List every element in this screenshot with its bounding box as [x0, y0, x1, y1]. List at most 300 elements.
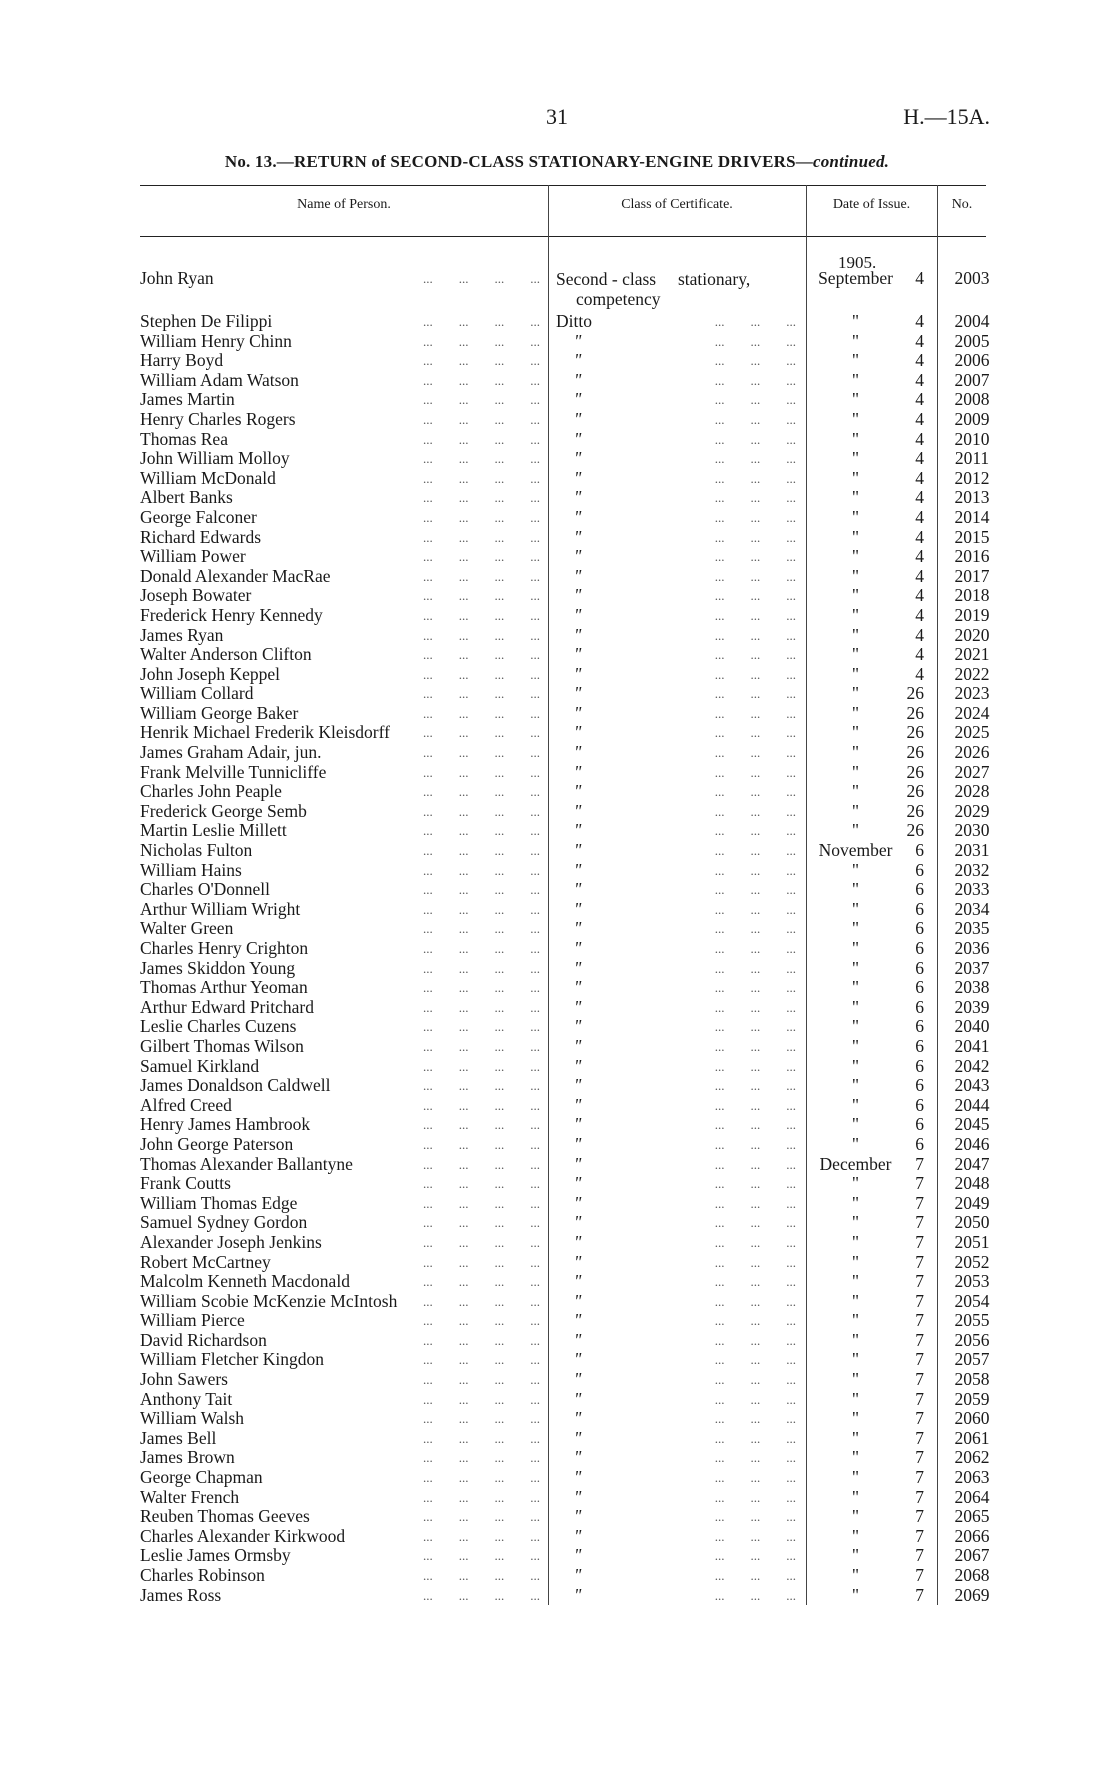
- leader-dots: ... ... ...: [714, 1450, 796, 1466]
- leader-dots: ... ... ...: [714, 509, 796, 525]
- table-row: [0, 332, 1114, 352]
- certificate-number: 2009: [954, 408, 990, 429]
- leader-dots: ... ... ...: [714, 941, 796, 956]
- issue-day: 7: [915, 1486, 924, 1507]
- leader-dots: ... ... ... ...: [423, 901, 540, 917]
- leader-dots: ... ... ...: [714, 803, 796, 819]
- person-name: James Ryan: [140, 626, 227, 645]
- leader-dots: ... ... ...: [714, 1097, 796, 1113]
- person-name: James Graham Adair, jun.: [140, 743, 326, 762]
- issue-day: 7: [915, 1173, 924, 1194]
- leader-dots: ... ... ...: [714, 1411, 796, 1427]
- person-name: Leslie Charles Cuzens: [140, 1017, 300, 1036]
- person-name: Frederick George Semb: [140, 802, 311, 821]
- person-name: Arthur Edward Pritchard: [140, 998, 318, 1017]
- certificate-class: ": [574, 1154, 582, 1174]
- issue-month: ": [851, 957, 860, 978]
- certificate-class: ": [574, 703, 582, 723]
- leader-dots: ... ... ... ...: [423, 1528, 540, 1544]
- leader-dots: ... ... ... ...: [423, 490, 540, 506]
- leader-dots: ... ... ...: [714, 843, 796, 859]
- person-name: Charles Robinson: [140, 1566, 269, 1585]
- leader-dots: ... ... ...: [714, 921, 796, 937]
- leader-dots: ... ... ...: [714, 705, 796, 721]
- issue-day: 6: [915, 1016, 924, 1037]
- person-name: Thomas Arthur Yeoman: [140, 978, 312, 997]
- certificate-class: ": [574, 997, 582, 1017]
- leader-dots: ... ... ...: [714, 1568, 796, 1583]
- table-row: [0, 1546, 1114, 1566]
- leader-dots: ... ... ... ...: [423, 411, 540, 427]
- certificate-number: 2050: [954, 1212, 990, 1233]
- issue-month: ": [851, 565, 860, 586]
- table-row: [0, 1331, 1114, 1351]
- person-name: William George Baker: [140, 704, 302, 723]
- issue-month: ": [851, 1329, 860, 1350]
- table-row: [0, 410, 1114, 430]
- certificate-number: 2057: [954, 1349, 990, 1370]
- certificate-number: 2019: [954, 604, 990, 625]
- issue-month: ": [851, 938, 860, 958]
- issue-day: 4: [915, 330, 924, 351]
- issue-day: 4: [915, 546, 924, 567]
- issue-month: ": [851, 722, 860, 743]
- leader-dots: ... ... ...: [714, 333, 796, 349]
- leader-dots: ... ... ... ...: [423, 862, 540, 878]
- issue-day: 7: [915, 1192, 924, 1213]
- person-name: George Chapman: [140, 1468, 267, 1487]
- issue-day: 4: [915, 644, 924, 665]
- table-row: [0, 528, 1114, 548]
- issue-month: ": [851, 1525, 860, 1546]
- table-row: [0, 1213, 1114, 1233]
- leader-dots: ... ... ...: [714, 1352, 796, 1368]
- certificate-class-cont: competency: [576, 289, 661, 309]
- certificate-class: ": [574, 860, 582, 880]
- leader-dots: ... ... ... ...: [423, 509, 540, 525]
- certificate-class: ": [574, 1213, 582, 1233]
- issue-month: ": [851, 1290, 860, 1311]
- certificate-class: Second - class stationary,: [556, 269, 751, 289]
- issue-day: 6: [915, 957, 924, 978]
- table-row: [0, 1135, 1114, 1155]
- table-row: [0, 469, 1114, 489]
- issue-day: 7: [915, 1525, 924, 1546]
- leader-dots: ... ... ...: [714, 882, 796, 898]
- table-row: [0, 567, 1114, 587]
- certificate-number: 2003: [954, 268, 990, 288]
- issue-month: ": [851, 1114, 860, 1135]
- person-name: William Fletcher Kingdon: [140, 1350, 328, 1369]
- leader-dots: ... ... ...: [714, 1117, 796, 1133]
- leader-dots: ... ... ... ...: [423, 1430, 540, 1446]
- person-name: Stephen De Filippi: [140, 312, 276, 331]
- certificate-class: ": [574, 1330, 582, 1350]
- certificate-class: ": [574, 645, 582, 665]
- certificate-class: ": [574, 1115, 582, 1135]
- certificate-class: ": [574, 841, 582, 861]
- certificate-number: 2053: [954, 1271, 990, 1292]
- leader-dots: ... ... ... ...: [423, 1117, 540, 1133]
- certificate-number: 2030: [954, 820, 990, 841]
- leader-dots: ... ... ...: [714, 1489, 796, 1505]
- certificate-number: 2006: [954, 350, 990, 371]
- table-header-rule: [140, 236, 986, 237]
- table-row: [0, 606, 1114, 626]
- table-row: [0, 1566, 1114, 1586]
- issue-day: 26: [906, 761, 924, 782]
- issue-day: 7: [915, 1427, 924, 1448]
- table-row: [0, 508, 1114, 528]
- certificate-number: 2021: [954, 644, 990, 665]
- certificate-class: ": [574, 1428, 582, 1448]
- issue-day: 7: [915, 1388, 924, 1409]
- table-row: [0, 1390, 1114, 1410]
- leader-dots: ... ... ... ...: [423, 1352, 540, 1368]
- person-name: Frank Coutts: [140, 1174, 235, 1193]
- issue-day: 6: [915, 898, 924, 919]
- table-row: [0, 488, 1114, 508]
- person-name: Anthony Tait: [140, 1390, 236, 1409]
- certificate-number: 2041: [954, 1035, 990, 1056]
- table-row: [0, 723, 1114, 743]
- issue-day: 4: [915, 408, 924, 429]
- issue-day: 6: [915, 1114, 924, 1135]
- issue-month: ": [851, 1212, 860, 1233]
- certificate-class: ": [574, 1526, 582, 1546]
- issue-month: ": [851, 1133, 860, 1154]
- leader-dots: ... ... ...: [714, 451, 796, 467]
- table-row: [0, 861, 1114, 881]
- leader-dots: ... ... ... ...: [423, 666, 540, 682]
- person-name: William Walsh: [140, 1409, 248, 1428]
- certificate-class: ": [574, 547, 582, 567]
- issue-month: ": [851, 644, 860, 665]
- certificate-number: 2012: [954, 467, 990, 488]
- issue-month: November: [818, 840, 893, 861]
- table-row: [0, 1429, 1114, 1449]
- table-row: [0, 1272, 1114, 1292]
- certificate-number: 2023: [954, 683, 990, 704]
- leader-dots: ... ... ... ...: [423, 1254, 540, 1270]
- person-name: Harry Boyd: [140, 351, 227, 370]
- leader-dots: ... ... ...: [714, 411, 796, 427]
- issue-day: 4: [915, 389, 924, 410]
- leader-dots: ... ... ...: [714, 1313, 796, 1329]
- leader-dots: ... ... ... ...: [423, 686, 540, 702]
- issue-day: 7: [915, 1369, 924, 1390]
- certificate-class: ": [574, 351, 582, 371]
- certificate-number: 2032: [954, 859, 990, 880]
- person-name: Samuel Sydney Gordon: [140, 1213, 311, 1232]
- leader-dots: ... ... ... ...: [423, 647, 540, 663]
- issue-day: 26: [906, 820, 924, 841]
- issue-day: 6: [915, 879, 924, 900]
- table-row: [0, 1155, 1114, 1175]
- certificate-number: 2042: [954, 1055, 990, 1076]
- page-reference: H.—15A.: [903, 104, 990, 129]
- certificate-class: ": [574, 566, 582, 586]
- certificate-number: 2056: [954, 1329, 990, 1350]
- certificate-number: 2014: [954, 506, 990, 527]
- issue-day: 7: [915, 1349, 924, 1370]
- issue-day: 4: [915, 585, 924, 606]
- certificate-number: 2004: [954, 311, 990, 331]
- certificate-class: ": [574, 1507, 582, 1527]
- person-name: William Pierce: [140, 1311, 249, 1330]
- person-name: William Scobie McKenzie McIntosh: [140, 1292, 401, 1311]
- leader-dots: ... ... ... ...: [423, 803, 540, 819]
- issue-day: 6: [915, 1094, 924, 1115]
- person-name: Martin Leslie Millett: [140, 821, 291, 840]
- person-name: Albert Banks: [140, 488, 237, 507]
- leader-dots: ... ... ... ...: [423, 431, 540, 447]
- table-row: [0, 1311, 1114, 1331]
- table-row: [0, 1586, 1114, 1606]
- table-row: [0, 900, 1114, 920]
- certificate-class: ": [574, 1448, 582, 1468]
- issue-day: 26: [906, 742, 924, 763]
- leader-dots: ... ... ... ...: [423, 568, 540, 584]
- certificate-number: 2029: [954, 800, 990, 821]
- person-name: Henry James Hambrook: [140, 1115, 314, 1134]
- issue-day: 7: [915, 1565, 924, 1585]
- leader-dots: ... ... ...: [714, 529, 796, 545]
- person-name: John Ryan: [140, 269, 218, 288]
- person-name: Alfred Creed: [140, 1096, 236, 1115]
- issue-month: ": [851, 1173, 860, 1194]
- leader-dots: ... ... ...: [714, 607, 796, 623]
- issue-day: 7: [915, 1271, 924, 1292]
- issue-day: 7: [915, 1153, 924, 1174]
- certificate-number: 2028: [954, 781, 990, 802]
- certificate-class: ": [574, 429, 582, 449]
- leader-dots: ... ... ... ...: [423, 1097, 540, 1113]
- issue-month: ": [851, 428, 860, 449]
- certificate-number: 2015: [954, 526, 990, 547]
- certificate-class: ": [574, 1095, 582, 1115]
- certificate-class: ": [574, 1174, 582, 1194]
- person-name: James Ross: [140, 1586, 225, 1605]
- table-row: [0, 743, 1114, 763]
- leader-dots: ... ... ...: [714, 1372, 796, 1388]
- leader-dots: ... ... ... ...: [423, 372, 540, 388]
- issue-day: 7: [915, 1467, 924, 1488]
- certificate-class: ": [574, 507, 582, 527]
- leader-dots: ... ... ... ...: [423, 1215, 540, 1231]
- certificate-class: ": [574, 488, 582, 508]
- leader-dots: ... ... ...: [714, 588, 796, 604]
- table-row: [0, 586, 1114, 606]
- certificate-number: 2025: [954, 722, 990, 743]
- table-row: [0, 978, 1114, 998]
- issue-day: 4: [915, 350, 924, 371]
- leader-dots: ... ... ...: [714, 745, 796, 761]
- certificate-class: ": [574, 1370, 582, 1390]
- issue-month: ": [851, 918, 860, 939]
- table-row: [0, 959, 1114, 979]
- leader-dots: ... ... ... ...: [423, 607, 540, 623]
- issue-month: ": [851, 408, 860, 429]
- certificate-number: 2052: [954, 1251, 990, 1272]
- leader-dots: ... ... ...: [714, 372, 796, 388]
- certificate-number: 2049: [954, 1192, 990, 1213]
- certificate-number: 2069: [954, 1584, 990, 1605]
- issue-day: 7: [915, 1231, 924, 1252]
- issue-day: 6: [915, 996, 924, 1017]
- issue-day: 26: [906, 800, 924, 821]
- issue-month: ": [851, 330, 860, 351]
- column-header-class: Class of Certificate.: [621, 197, 733, 212]
- leader-dots: ... ... ... ...: [423, 1548, 540, 1564]
- leader-dots: ... ... ...: [714, 666, 796, 682]
- leader-dots: ... ... ...: [714, 647, 796, 663]
- person-name: Charles O'Donnell: [140, 880, 274, 899]
- issue-day: 6: [915, 1075, 924, 1096]
- certificate-class: ": [574, 958, 582, 978]
- table-row: [0, 1527, 1114, 1547]
- leader-dots: ... ... ... ...: [423, 1176, 540, 1192]
- certificate-number: 2005: [954, 330, 990, 351]
- leader-dots: ... ... ... ...: [423, 1509, 540, 1525]
- table-row: [0, 1174, 1114, 1194]
- leader-dots: ... ... ... ...: [423, 451, 540, 467]
- leader-dots: ... ... ... ...: [423, 1293, 540, 1309]
- issue-day: 7: [915, 1310, 924, 1331]
- person-name: Walter French: [140, 1488, 243, 1507]
- issue-day: 7: [915, 1212, 924, 1233]
- person-name: Charles Henry Crighton: [140, 939, 312, 958]
- page-number: 31: [546, 104, 568, 129]
- issue-month: ": [851, 350, 860, 371]
- person-name: Thomas Alexander Ballantyne: [140, 1155, 357, 1174]
- leader-dots: ... ... ... ...: [423, 725, 540, 741]
- column-header-date: Date of Issue.: [832, 197, 911, 212]
- certificate-class: ": [574, 1017, 582, 1037]
- leader-dots: ... ... ... ...: [423, 470, 540, 486]
- table-row: [0, 782, 1114, 802]
- issue-month: ": [851, 898, 860, 919]
- certificate-number: 2035: [954, 918, 990, 939]
- certificate-number: 2036: [954, 938, 990, 958]
- issue-day: 7: [915, 1251, 924, 1272]
- leader-dots: ... ... ... ...: [423, 627, 540, 643]
- leader-dots: ... ... ...: [714, 1019, 796, 1035]
- table-row: [0, 1057, 1114, 1077]
- certificate-class: ": [574, 1311, 582, 1331]
- leader-dots: ... ... ...: [714, 1234, 796, 1250]
- issue-month: ": [851, 1427, 860, 1448]
- leader-dots: ... ... ... ...: [423, 764, 540, 780]
- issue-month: ": [851, 448, 860, 469]
- issue-month: ": [851, 1388, 860, 1409]
- leader-dots: ... ... ... ...: [423, 392, 540, 408]
- table-body: [0, 269, 1114, 1605]
- certificate-class: ": [574, 782, 582, 802]
- certificate-class: ": [574, 1056, 582, 1076]
- person-name: Alexander Joseph Jenkins: [140, 1233, 326, 1252]
- leader-dots: ... ... ... ...: [423, 705, 540, 721]
- leader-dots: ... ... ... ...: [423, 1274, 540, 1290]
- leader-dots: ... ... ...: [714, 725, 796, 741]
- table-row: [0, 1448, 1114, 1468]
- certificate-class: ": [574, 527, 582, 547]
- leader-dots: ... ... ... ...: [423, 1450, 540, 1466]
- certificate-class: ": [574, 821, 582, 841]
- person-name: George Falconer: [140, 508, 261, 527]
- leader-dots: ... ... ...: [714, 1254, 796, 1270]
- issue-month: ": [851, 506, 860, 527]
- certificate-class: ": [574, 1232, 582, 1252]
- leader-dots: ... ... ...: [714, 1215, 796, 1231]
- issue-month: ": [851, 604, 860, 625]
- issue-day: 6: [915, 859, 924, 880]
- leader-dots: ... ... ... ...: [423, 271, 540, 286]
- issue-day: 4: [915, 448, 924, 469]
- table-row: [0, 665, 1114, 685]
- table-row: [0, 645, 1114, 665]
- leader-dots: ... ... ... ...: [423, 999, 540, 1015]
- certificate-number: 2062: [954, 1447, 990, 1468]
- leader-dots: ... ... ...: [714, 1195, 796, 1211]
- certificate-number: 2031: [954, 840, 990, 861]
- leader-dots: ... ... ... ...: [423, 1156, 540, 1172]
- certificate-number: 2051: [954, 1231, 990, 1252]
- leader-dots: ... ... ...: [714, 1136, 796, 1152]
- certificate-number: 2068: [954, 1565, 990, 1585]
- table-row: [0, 1253, 1114, 1273]
- certificate-number: 2046: [954, 1133, 990, 1154]
- leader-dots: ... ... ... ...: [423, 1568, 540, 1583]
- certificate-number: 2017: [954, 565, 990, 586]
- leader-dots: ... ... ...: [714, 1038, 796, 1054]
- certificate-number: 2065: [954, 1506, 990, 1527]
- issue-month: ": [851, 742, 860, 763]
- certificate-number: 2059: [954, 1388, 990, 1409]
- leader-dots: ... ... ... ...: [423, 588, 540, 604]
- leader-dots: ... ... ...: [714, 1587, 796, 1603]
- certificate-class: ": [574, 331, 582, 351]
- issue-day: 4: [915, 467, 924, 488]
- issue-day: 7: [915, 1290, 924, 1311]
- person-name: Arthur William Wright: [140, 900, 304, 919]
- certificate-class: ": [574, 370, 582, 390]
- certificate-number: 2058: [954, 1369, 990, 1390]
- leader-dots: ... ... ...: [714, 1078, 796, 1094]
- leader-dots: ... ... ...: [714, 901, 796, 917]
- person-name: Charles Alexander Kirkwood: [140, 1527, 349, 1546]
- issue-month: ": [851, 663, 860, 684]
- issue-day: 4: [915, 311, 924, 331]
- certificate-number: 2034: [954, 898, 990, 919]
- issue-month: ": [851, 585, 860, 606]
- certificate-class: ": [574, 1546, 582, 1566]
- certificate-number: 2038: [954, 977, 990, 998]
- leader-dots: ... ... ...: [714, 823, 796, 839]
- leader-dots: ... ... ...: [714, 686, 796, 702]
- leader-dots: ... ... ...: [714, 1509, 796, 1525]
- issue-month: ": [851, 1075, 860, 1096]
- person-name: Frederick Henry Kennedy: [140, 606, 327, 625]
- table-row: [0, 1507, 1114, 1527]
- table-row: [0, 626, 1114, 646]
- certificate-number: 2064: [954, 1486, 990, 1507]
- certificate-number: 2039: [954, 996, 990, 1017]
- certificate-class: ": [574, 762, 582, 782]
- leader-dots: ... ... ... ...: [423, 1078, 540, 1094]
- table-row: [0, 1017, 1114, 1037]
- person-name: Nicholas Fulton: [140, 841, 256, 860]
